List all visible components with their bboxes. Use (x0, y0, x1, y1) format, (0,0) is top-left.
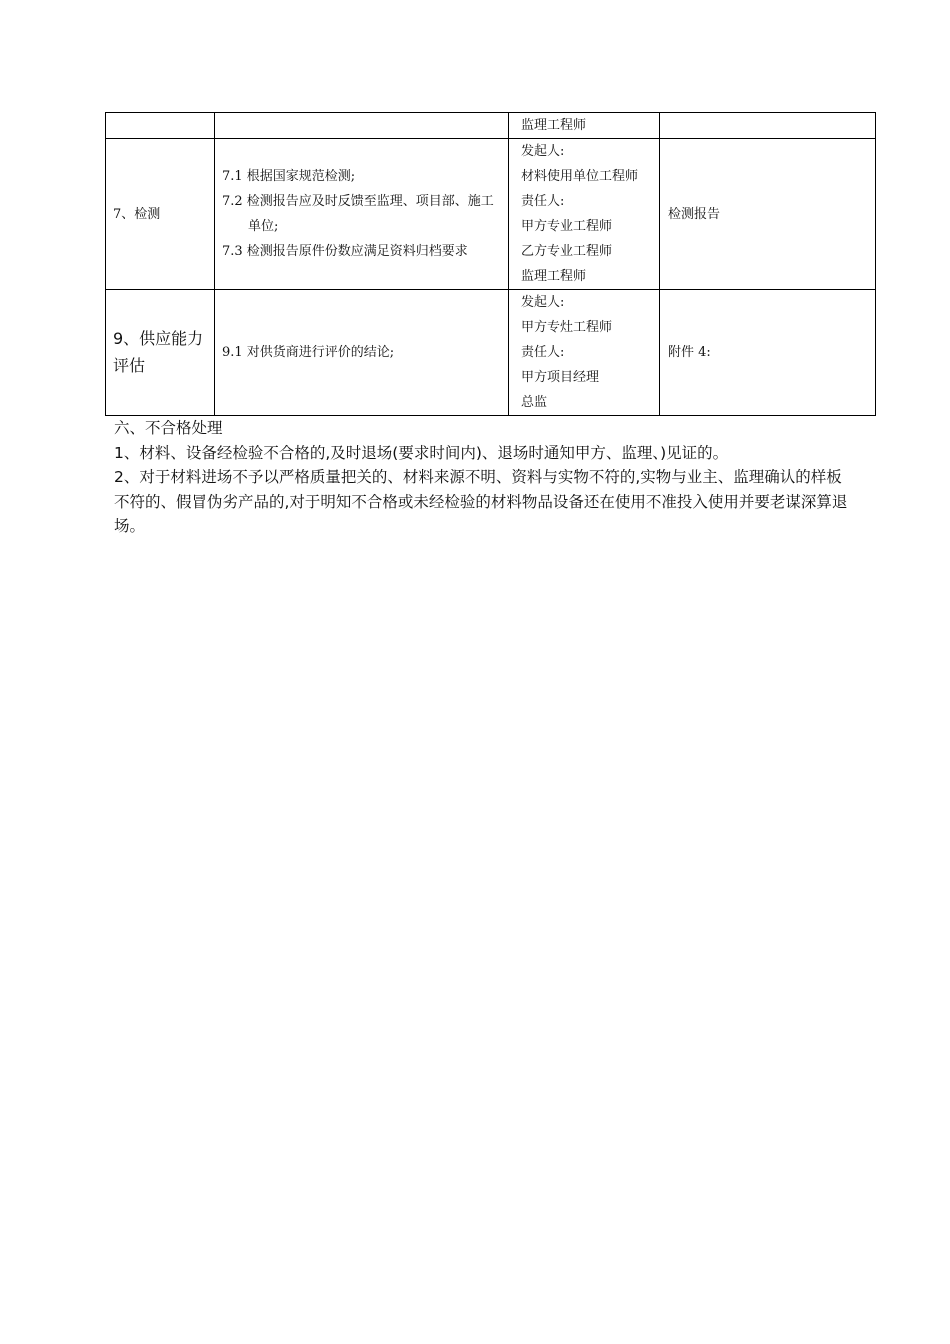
people-line: 材料使用单位工程师 (521, 169, 639, 184)
people-line: 监理工程师 (521, 269, 587, 284)
people-line: 总监 (521, 395, 548, 410)
nonconformance-section (114, 416, 854, 539)
content-line: 9.1 对供货商进行评价的结论; (222, 345, 395, 360)
content-cell (215, 290, 509, 416)
people-line: 甲方专业工程师 (521, 219, 613, 234)
table-row (106, 290, 876, 416)
step-name: 7、检测 (113, 206, 161, 222)
output-text: 附件 4: (668, 345, 711, 360)
people-line: 监理工程师 (521, 118, 587, 133)
process-table (105, 112, 876, 416)
people-line: 乙方专业工程师 (521, 244, 613, 259)
output-cell (660, 290, 876, 416)
step-cell (106, 113, 215, 139)
step-cell (106, 139, 215, 290)
people-line: 甲方项目经理 (521, 370, 600, 385)
content-line: 7.1 根据国家规范检测; (222, 169, 356, 184)
output-text: 检测报告 (668, 206, 721, 222)
content-line: 7.3 检测报告原件份数应满足资料归档要求 (222, 244, 468, 259)
people-line: 责任人: (521, 194, 565, 209)
step-cell (106, 290, 215, 416)
paragraph: 1、材料、设备经检验不合格的,及时退场(要求时间内)、退场时通知甲方、监理、)见证的。 (114, 443, 729, 462)
output-cell (660, 139, 876, 290)
people-line: 发起人: (521, 144, 565, 159)
people-line: 发起人: (521, 295, 565, 310)
step-name: 9、供应能力评估 (113, 328, 204, 375)
output-cell (660, 113, 876, 139)
paragraph: 2、对于材料进场不予以严格质量把关的、材料来源不明、资料与实物不符的,实物与业主、监理确认的样板不符的、假冒伪劣产品的,对于明知不合格或未经检验的材料物品设备还在使用不准投入使用并要老谋深算退场。 (114, 468, 848, 535)
content-cell (215, 113, 509, 139)
people-cell (509, 113, 660, 139)
table-row (106, 139, 876, 290)
table-row (106, 113, 876, 139)
people-line: 责任人: (521, 345, 565, 360)
people-cell (509, 139, 660, 290)
people-cell (509, 290, 660, 416)
section-heading: 六、不合格处理 (114, 419, 223, 437)
people-line: 甲方专灶工程师 (521, 320, 613, 335)
content-line: 7.2 检测报告应及时反馈至监理、项目部、施工单位; (222, 194, 494, 234)
content-cell (215, 139, 509, 290)
